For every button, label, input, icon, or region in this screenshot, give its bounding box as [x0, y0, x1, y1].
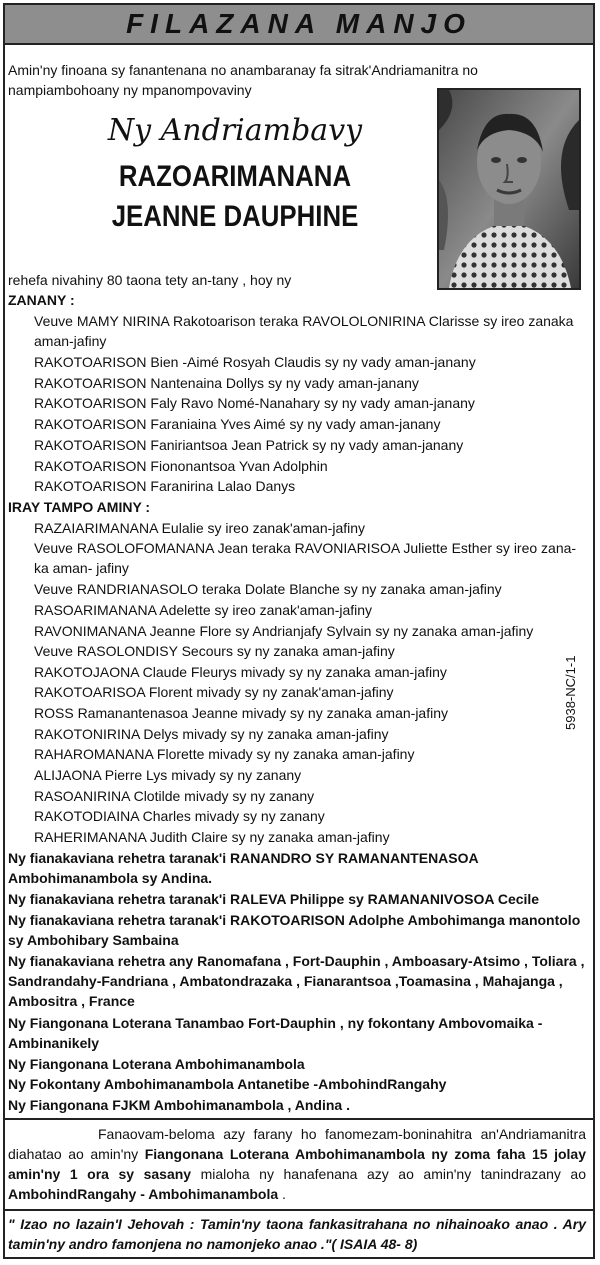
child-item: RAKOTOARISON Nantenaina Dollys sy ny vady aman-janany: [34, 375, 419, 391]
sibling-item: RAHERIMANANA Judith Claire sy ny zanaka aman-jafiny: [34, 829, 390, 845]
sibling-item: ka aman- jafiny: [34, 560, 129, 576]
bible-verse: " Izao no lazain'I Jehovah : Tamin'ny taona fankasitrahana no nihainoako anao . Ary tamin'ny andro famonjena no namonjeko anao ."( ISAIA 48- 8): [8, 1216, 586, 1252]
child-item: RAKOTOARISON Faniriantsoa Jean Patrick sy ny vady aman-janany: [34, 437, 464, 453]
family-line: Ny Fiangonana Loterana Tanambao Fort-Dauphin , ny fokontany Ambovomaika - Ambinanikely: [8, 1015, 543, 1051]
honorific: Ny Andriambavy: [107, 113, 363, 148]
funeral-place: AmbohindRangahy - Ambohimanambola: [8, 1186, 279, 1202]
family-line: Ny Fiangonana Loterana Ambohimanambola: [8, 1056, 305, 1072]
sibling-item: RAVONIMANANA Jeanne Flore sy Andrianjafy Sylvain sy ny zanaka aman-jafiny: [34, 623, 534, 639]
section-divider: [5, 1209, 593, 1211]
sibling-item: ROSS Ramanantenasoa Jeanne mivady sy ny zanaka aman-jafiny: [34, 705, 448, 721]
sibling-item: RASOANIRINA Clotilde mivady sy ny zanany: [34, 788, 315, 804]
family-line: Ny fianakaviana rehetra any Ranomafana , Fort-Dauphin , Amboasary-Atsimo , Toliara , Sandrandahy-Fandriana , Ambatondrazaka , Fianarantsoa ,Toamasina , Mahajanga , Ambositra , France: [8, 953, 585, 1009]
child-item: Veuve MAMY NIRINA Rakotoarison teraka RAVOLOLONIRINA Clarisse sy ireo zanaka: [34, 313, 574, 329]
funeral-paragraph: [8, 1124, 586, 1204]
child-item: RAKOTOARISON Fiononantsoa Yvan Adolphin: [34, 458, 328, 474]
sibling-item: RAZAIARIMANANA Eulalie sy ireo zanak'aman-jafiny: [34, 520, 366, 536]
child-item: RAKOTOARISON Faranirina Lalao Danys: [34, 478, 296, 494]
siblings-label-row: IRAY TAMPO AMINY :: [8, 499, 151, 515]
children-label: ZANANY: [8, 292, 67, 308]
child-item: aman-jafiny: [34, 333, 107, 349]
intro-text: Amin'ny finoana sy fanantenana no anambaranay fa sitrak'Andriamanitra no nampiambohoany ny mpanompovaviny: [8, 62, 478, 98]
section-divider: [5, 1118, 593, 1120]
sibling-item: RAKOTODIAINA Charles mivady sy ny zanany: [34, 808, 325, 824]
sibling-item: ALIJAONA Pierre Lys mivady sy ny zanany: [34, 767, 302, 783]
funeral-text-3: .: [278, 1186, 286, 1202]
age-line: rehefa nivahiny 80 taona tety an-tany , hoy ny: [8, 272, 292, 288]
sibling-item: Veuve RASOLONDISY Secours sy ny zanaka aman-jafiny: [34, 643, 395, 659]
family-line: Ny fianakaviana rehetra taranak'i RALEVA Philippe sy RAMANANIVOSOA Cecile: [8, 891, 540, 907]
reference-code: 5938-NC/1-1: [563, 655, 578, 730]
sibling-item: Veuve RASOLOFOMANANA Jean teraka RAVONIARISOA Juliette Esther sy ireo zana-: [34, 540, 577, 556]
portrait-image: [439, 90, 579, 288]
family-line: Ny Fokontany Ambohimanambola Antanetibe -AmbohindRangahy: [8, 1076, 447, 1092]
deceased-name-line2: JEANNE DAUPHINE: [111, 200, 359, 233]
children-label-row: ZANANY :: [8, 292, 75, 308]
sibling-item: RAHAROMANANA Florette mivady sy ny zanaka aman-jafiny: [34, 746, 415, 762]
notice-header: [5, 5, 593, 45]
funeral-church: Fiangonana Loterana Ambohimanambola ny zoma faha 15 jolay amin'ny 1 ora sy sasany: [8, 1146, 586, 1182]
funeral-text-2: mialoha ny hanafenana azy ao amin'ny tanindrazany ao: [191, 1166, 587, 1182]
siblings-label: IRAY TAMPO AMINY: [8, 499, 142, 515]
family-line: Ny fianakaviana rehetra taranak'i RANANDRO SY RAMANANTENASOA Ambohimanambola sy Andina.: [8, 850, 479, 886]
family-line: Ny Fiangonana FJKM Ambohimanambola , Andina .: [8, 1097, 350, 1113]
family-line: Ny fianakaviana rehetra taranak'i RAKOTOARISON Adolphe Ambohimanga manontolo sy Ambohibary Sambaina: [8, 912, 581, 948]
sibling-item: RAKOTOJAONA Claude Fleurys mivady sy ny zanaka aman-jafiny: [34, 664, 447, 680]
child-item: RAKOTOARISON Faraniaina Yves Aimé sy ny vady aman-janany: [34, 416, 441, 432]
child-item: RAKOTOARISON Bien -Aimé Rosyah Claudis sy ny vady aman-janany: [34, 354, 476, 370]
sibling-item: RAKOTOARISOA Florent mivady sy ny zanak'aman-jafiny: [34, 684, 394, 700]
deceased-name-line1: RAZOARIMANANA: [118, 160, 352, 193]
sibling-item: Veuve RANDRIANASOLO teraka Dolate Blanche sy ny zanaka aman-jafiny: [34, 581, 502, 597]
notice-title: FILAZANA MANJO: [126, 8, 472, 39]
deceased-photo: [437, 88, 581, 290]
sibling-item: RAKOTONIRINA Delys mivady sy ny zanaka aman-jafiny: [34, 726, 389, 742]
child-item: RAKOTOARISON Faly Ravo Nomé-Nanahary sy ny vady aman-janany: [34, 395, 475, 411]
sibling-item: RASOARIMANANA Adelette sy ireo zanak'aman-jafiny: [34, 602, 373, 618]
funeral-text-1: Fanaovam-beloma azy farany ho fanomezam-boninahitra an'Andriamanitra diahatao ao amin'ny: [8, 1126, 586, 1162]
